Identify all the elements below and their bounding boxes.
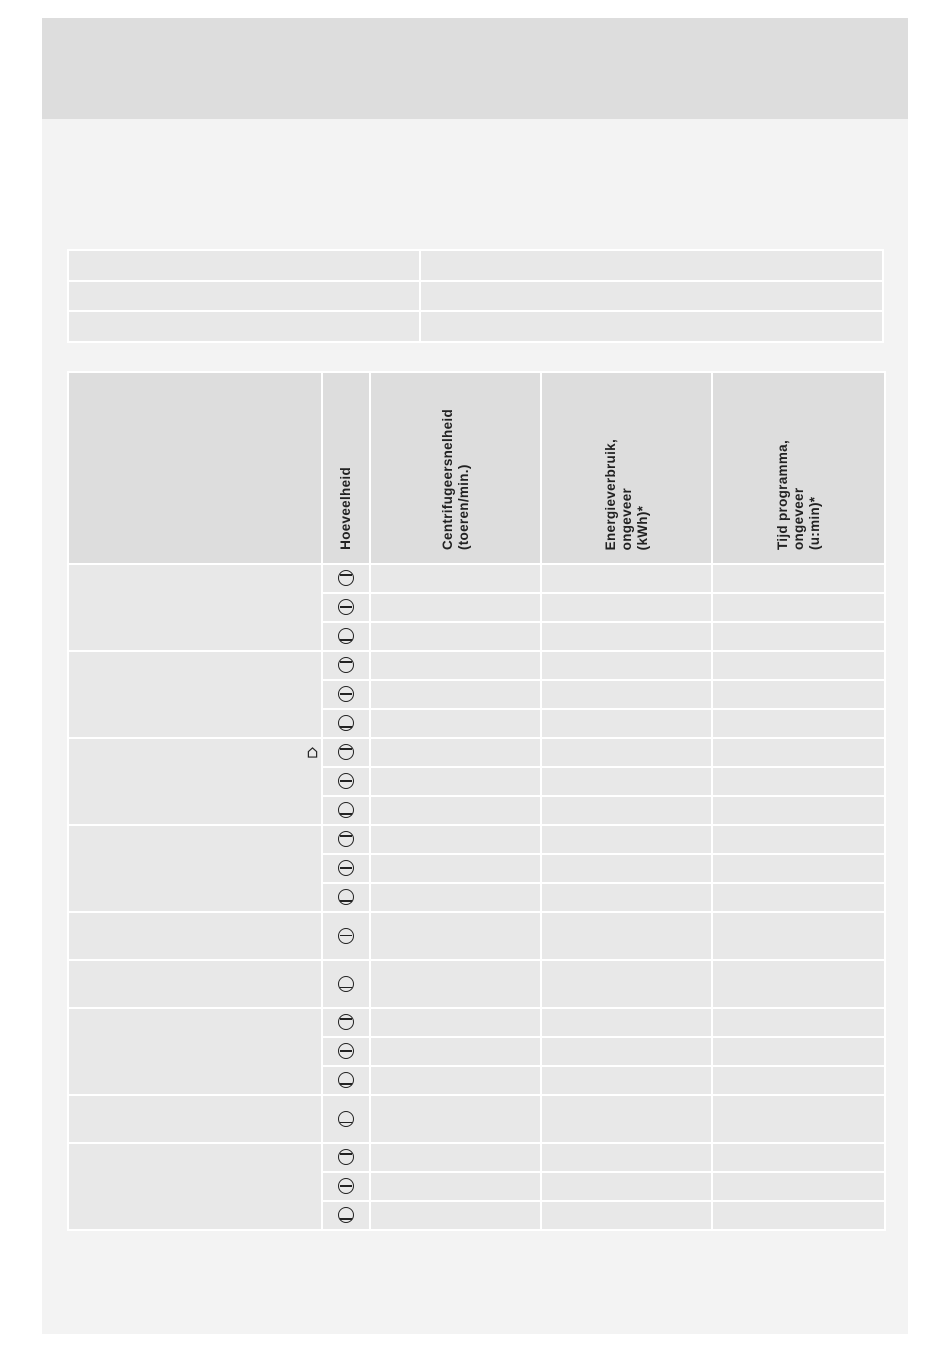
spin-speed-cell [370, 854, 541, 883]
load-low-icon [338, 889, 354, 905]
load-high-icon [338, 744, 354, 760]
table-row [68, 564, 885, 593]
time-cell [712, 1172, 885, 1201]
quantity-cell [322, 593, 370, 622]
quantity-cell [322, 1172, 370, 1201]
load-low-icon [338, 628, 354, 644]
quantity-cell [322, 796, 370, 825]
energy-cell [541, 1037, 712, 1066]
load-mid-icon [338, 860, 354, 876]
spin-speed-cell [370, 1037, 541, 1066]
program-name-cell [68, 564, 322, 651]
time-cell [712, 960, 885, 1008]
spin-speed-cell [370, 883, 541, 912]
table-row [68, 912, 885, 960]
energy-cell [541, 960, 712, 1008]
quantity-cell [322, 651, 370, 680]
energy-cell [541, 651, 712, 680]
header-time-label: Tijd programma, ongeveer (u:min)* [774, 439, 822, 550]
header-spin-speed [370, 372, 541, 564]
spin-speed-cell [370, 1201, 541, 1230]
table-row [68, 960, 885, 1008]
load-low-icon [338, 1207, 354, 1223]
quantity-cell [322, 1095, 370, 1143]
energy-cell [541, 1095, 712, 1143]
info-cell [420, 311, 883, 342]
spin-speed-cell [370, 622, 541, 651]
quantity-cell [322, 564, 370, 593]
quantity-cell [322, 912, 370, 960]
load-high-icon [338, 1149, 354, 1165]
header-spin-speed-label: Centrifugeersnelheid (toeren/min.) [439, 408, 471, 550]
info-cell [68, 311, 420, 342]
time-cell [712, 796, 885, 825]
quantity-cell [322, 680, 370, 709]
energy-cell [541, 622, 712, 651]
page [42, 18, 908, 1334]
program-name-cell [68, 1008, 322, 1095]
spin-speed-cell [370, 1095, 541, 1143]
quantity-cell [322, 883, 370, 912]
time-cell [712, 709, 885, 738]
quantity-cell [322, 622, 370, 651]
time-cell [712, 1066, 885, 1095]
energy-cell [541, 709, 712, 738]
header-program [68, 372, 322, 564]
time-cell [712, 593, 885, 622]
spin-speed-cell [370, 738, 541, 767]
spin-speed-cell [370, 912, 541, 960]
load-high-icon [338, 570, 354, 586]
time-cell [712, 912, 885, 960]
info-cell [420, 250, 883, 281]
info-row [68, 281, 883, 312]
time-cell [712, 564, 885, 593]
info-cell [420, 281, 883, 312]
program-name-cell [68, 825, 322, 912]
spin-speed-cell [370, 593, 541, 622]
load-low-icon [338, 976, 354, 992]
load-high-icon [338, 1014, 354, 1030]
spin-speed-cell [370, 1143, 541, 1172]
energy-cell [541, 1143, 712, 1172]
energy-cell [541, 912, 712, 960]
program-name-cell [68, 651, 322, 738]
header-energy [541, 372, 712, 564]
time-cell [712, 1095, 885, 1143]
program-name-cell [68, 738, 322, 825]
spin-speed-cell [370, 1066, 541, 1095]
header-quantity-label: Hoeveelheid [338, 467, 353, 550]
info-cell [68, 281, 420, 312]
load-mid-icon [338, 1178, 354, 1194]
program-name-cell [68, 912, 322, 960]
spin-speed-cell [370, 1172, 541, 1201]
spin-speed-cell [370, 825, 541, 854]
time-cell [712, 738, 885, 767]
energy-cell [541, 767, 712, 796]
spin-speed-cell [370, 767, 541, 796]
quantity-cell [322, 854, 370, 883]
program-name-cell [68, 960, 322, 1008]
program-name-cell [68, 1143, 322, 1230]
energy-cell [541, 1008, 712, 1037]
energy-cell [541, 883, 712, 912]
program-name-cell [68, 1095, 322, 1143]
info-row [68, 311, 883, 342]
quantity-cell [322, 1066, 370, 1095]
energy-cell [541, 738, 712, 767]
load-high-icon [338, 831, 354, 847]
table-header-row [68, 372, 885, 564]
info-row [68, 250, 883, 281]
load-mid-icon [338, 1043, 354, 1059]
quantity-cell [322, 1008, 370, 1037]
load-low-icon [338, 802, 354, 818]
quantity-cell [322, 1201, 370, 1230]
header-energy-label: Energieverbruik, ongeveer (kWh)* [602, 438, 650, 550]
time-cell [712, 1201, 885, 1230]
house-icon [307, 747, 318, 758]
program-table [67, 371, 886, 1231]
energy-cell [541, 593, 712, 622]
time-cell [712, 1037, 885, 1066]
time-cell [712, 680, 885, 709]
quantity-cell [322, 1037, 370, 1066]
load-mid-icon [338, 928, 354, 944]
load-mid-icon [338, 773, 354, 789]
energy-cell [541, 1066, 712, 1095]
quantity-cell [322, 709, 370, 738]
quantity-cell [322, 738, 370, 767]
load-low-icon [338, 715, 354, 731]
table-row [68, 1143, 885, 1172]
spin-speed-cell [370, 680, 541, 709]
time-cell [712, 1143, 885, 1172]
energy-cell [541, 796, 712, 825]
table-row [68, 1095, 885, 1143]
energy-cell [541, 680, 712, 709]
table-row [68, 738, 885, 767]
time-cell [712, 622, 885, 651]
quantity-cell [322, 1143, 370, 1172]
energy-cell [541, 1201, 712, 1230]
time-cell [712, 883, 885, 912]
header-time [712, 372, 885, 564]
load-high-icon [338, 657, 354, 673]
time-cell [712, 767, 885, 796]
header-band [42, 18, 908, 119]
quantity-cell [322, 960, 370, 1008]
load-mid-icon [338, 686, 354, 702]
energy-cell [541, 825, 712, 854]
energy-cell [541, 1172, 712, 1201]
table-row [68, 651, 885, 680]
spin-speed-cell [370, 709, 541, 738]
time-cell [712, 854, 885, 883]
header-quantity [322, 372, 370, 564]
info-table [67, 249, 884, 343]
table-row [68, 825, 885, 854]
quantity-cell [322, 767, 370, 796]
load-low-icon [338, 1072, 354, 1088]
load-low-icon [338, 1111, 354, 1127]
info-cell [68, 250, 420, 281]
spin-speed-cell [370, 564, 541, 593]
spin-speed-cell [370, 796, 541, 825]
time-cell [712, 825, 885, 854]
table-row [68, 1008, 885, 1037]
time-cell [712, 1008, 885, 1037]
spin-speed-cell [370, 1008, 541, 1037]
time-cell [712, 651, 885, 680]
spin-speed-cell [370, 651, 541, 680]
quantity-cell [322, 825, 370, 854]
energy-cell [541, 564, 712, 593]
spin-speed-cell [370, 960, 541, 1008]
energy-cell [541, 854, 712, 883]
load-mid-icon [338, 599, 354, 615]
